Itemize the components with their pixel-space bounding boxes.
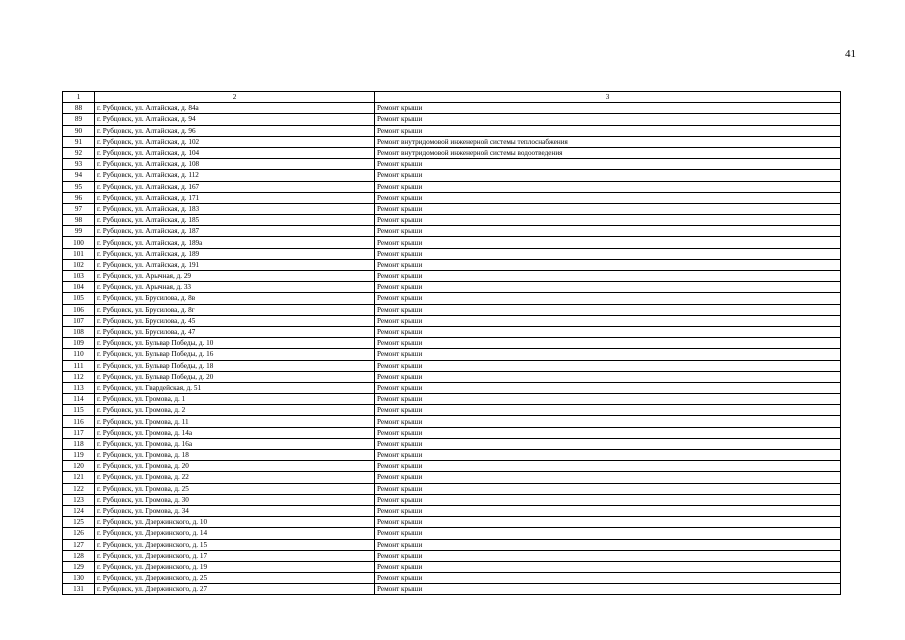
row-number: 117 xyxy=(63,427,95,438)
row-work-type: Ремонт крыши xyxy=(375,315,841,326)
row-address: г. Рубцовск, ул. Арычная, д. 29 xyxy=(95,271,375,282)
row-address: г. Рубцовск, ул. Алтайская, д. 84а xyxy=(95,103,375,114)
row-address: г. Рубцовск, ул. Бульвар Победы, д. 10 xyxy=(95,338,375,349)
row-address: г. Рубцовск, ул. Алтайская, д. 189а xyxy=(95,237,375,248)
row-address: г. Рубцовск, ул. Дзержинского, д. 25 xyxy=(95,573,375,584)
table-row xyxy=(63,192,841,203)
table-row xyxy=(63,517,841,528)
row-work-type: Ремонт крыши xyxy=(375,125,841,136)
row-address: г. Рубцовск, ул. Дзержинского, д. 10 xyxy=(95,517,375,528)
row-address: г. Рубцовск, ул. Громова, д. 2 xyxy=(95,405,375,416)
table-row xyxy=(63,159,841,170)
row-number: 114 xyxy=(63,394,95,405)
row-work-type: Ремонт внутридомовой инженерной системы теплоснабжения xyxy=(375,136,841,147)
row-number: 88 xyxy=(63,103,95,114)
table-body xyxy=(63,103,841,595)
row-work-type: Ремонт крыши xyxy=(375,338,841,349)
row-number: 94 xyxy=(63,170,95,181)
row-work-type: Ремонт крыши xyxy=(375,371,841,382)
row-address: г. Рубцовск, ул. Брусилова, д. 47 xyxy=(95,326,375,337)
row-number: 118 xyxy=(63,438,95,449)
row-work-type: Ремонт крыши xyxy=(375,405,841,416)
table-row xyxy=(63,382,841,393)
row-work-type: Ремонт крыши xyxy=(375,192,841,203)
row-number: 102 xyxy=(63,259,95,270)
table-row xyxy=(63,326,841,337)
table-row xyxy=(63,349,841,360)
row-address: г. Рубцовск, ул. Громова, д. 1 xyxy=(95,394,375,405)
row-work-type: Ремонт крыши xyxy=(375,427,841,438)
row-work-type: Ремонт крыши xyxy=(375,461,841,472)
row-work-type: Ремонт крыши xyxy=(375,573,841,584)
row-work-type: Ремонт внутридомовой инженерной системы водоотведения xyxy=(375,147,841,158)
table-row xyxy=(63,315,841,326)
table-row xyxy=(63,416,841,427)
row-address: г. Рубцовск, ул. Дзержинского, д. 19 xyxy=(95,561,375,572)
page-number: 41 xyxy=(845,48,856,60)
row-address: г. Рубцовск, ул. Алтайская, д. 183 xyxy=(95,203,375,214)
row-work-type: Ремонт крыши xyxy=(375,271,841,282)
row-address: г. Рубцовск, ул. Алтайская, д. 171 xyxy=(95,192,375,203)
row-address: г. Рубцовск, ул. Бульвар Победы, д. 18 xyxy=(95,360,375,371)
works-table xyxy=(62,91,841,595)
row-number: 110 xyxy=(63,349,95,360)
table-row xyxy=(63,461,841,472)
table-row xyxy=(63,282,841,293)
row-number: 123 xyxy=(63,494,95,505)
row-work-type: Ремонт крыши xyxy=(375,382,841,393)
row-work-type: Ремонт крыши xyxy=(375,450,841,461)
table-row xyxy=(63,259,841,270)
row-number: 106 xyxy=(63,304,95,315)
table-row xyxy=(63,472,841,483)
row-address: г. Рубцовск, ул. Арычная, д. 33 xyxy=(95,282,375,293)
row-address: г. Рубцовск, ул. Дзержинского, д. 17 xyxy=(95,550,375,561)
column-header-work-type: 3 xyxy=(375,92,841,103)
table-row xyxy=(63,450,841,461)
row-number: 90 xyxy=(63,125,95,136)
table-row xyxy=(63,505,841,516)
table-row xyxy=(63,561,841,572)
row-work-type: Ремонт крыши xyxy=(375,517,841,528)
row-address: г. Рубцовск, ул. Громова, д. 20 xyxy=(95,461,375,472)
row-address: г. Рубцовск, ул. Алтайская, д. 167 xyxy=(95,181,375,192)
row-number: 93 xyxy=(63,159,95,170)
table-row xyxy=(63,550,841,561)
row-number: 128 xyxy=(63,550,95,561)
table-row xyxy=(63,237,841,248)
table-row xyxy=(63,147,841,158)
row-work-type: Ремонт крыши xyxy=(375,103,841,114)
row-number: 131 xyxy=(63,584,95,595)
row-address: г. Рубцовск, ул. Громова, д. 11 xyxy=(95,416,375,427)
row-work-type: Ремонт крыши xyxy=(375,282,841,293)
row-number: 121 xyxy=(63,472,95,483)
row-number: 95 xyxy=(63,181,95,192)
row-number: 97 xyxy=(63,203,95,214)
row-work-type: Ремонт крыши xyxy=(375,561,841,572)
row-work-type: Ремонт крыши xyxy=(375,226,841,237)
row-number: 92 xyxy=(63,147,95,158)
table-row xyxy=(63,539,841,550)
row-number: 89 xyxy=(63,114,95,125)
row-number: 116 xyxy=(63,416,95,427)
row-address: г. Рубцовск, ул. Громова, д. 14а xyxy=(95,427,375,438)
row-address: г. Рубцовск, ул. Алтайская, д. 187 xyxy=(95,226,375,237)
row-address: г. Рубцовск, ул. Дзержинского, д. 15 xyxy=(95,539,375,550)
row-work-type: Ремонт крыши xyxy=(375,259,841,270)
table-row xyxy=(63,304,841,315)
row-work-type: Ремонт крыши xyxy=(375,293,841,304)
row-number: 115 xyxy=(63,405,95,416)
row-address: г. Рубцовск, ул. Громова, д. 30 xyxy=(95,494,375,505)
row-address: г. Рубцовск, ул. Алтайская, д. 189 xyxy=(95,248,375,259)
row-work-type: Ремонт крыши xyxy=(375,159,841,170)
row-address: г. Рубцовск, ул. Брусилова, д. 8в xyxy=(95,293,375,304)
row-address: г. Рубцовск, ул. Громова, д. 25 xyxy=(95,483,375,494)
table-row xyxy=(63,271,841,282)
row-work-type: Ремонт крыши xyxy=(375,528,841,539)
row-work-type: Ремонт крыши xyxy=(375,326,841,337)
row-work-type: Ремонт крыши xyxy=(375,394,841,405)
table-row xyxy=(63,125,841,136)
table-row xyxy=(63,528,841,539)
table-row xyxy=(63,248,841,259)
table-row xyxy=(63,203,841,214)
row-work-type: Ремонт крыши xyxy=(375,248,841,259)
row-work-type: Ремонт крыши xyxy=(375,181,841,192)
row-work-type: Ремонт крыши xyxy=(375,472,841,483)
row-address: г. Рубцовск, ул. Громова, д. 34 xyxy=(95,505,375,516)
row-work-type: Ремонт крыши xyxy=(375,203,841,214)
row-work-type: Ремонт крыши xyxy=(375,438,841,449)
row-number: 107 xyxy=(63,315,95,326)
row-address: г. Рубцовск, ул. Брусилова, д. 45 xyxy=(95,315,375,326)
row-number: 122 xyxy=(63,483,95,494)
row-work-type: Ремонт крыши xyxy=(375,170,841,181)
row-number: 129 xyxy=(63,561,95,572)
row-number: 103 xyxy=(63,271,95,282)
row-address: г. Рубцовск, ул. Брусилова, д. 8г xyxy=(95,304,375,315)
table-row xyxy=(63,438,841,449)
table-row xyxy=(63,226,841,237)
row-number: 124 xyxy=(63,505,95,516)
row-number: 130 xyxy=(63,573,95,584)
table-row xyxy=(63,573,841,584)
table-row xyxy=(63,215,841,226)
column-header-number: 1 xyxy=(63,92,95,103)
row-address: г. Рубцовск, ул. Громова, д. 22 xyxy=(95,472,375,483)
table-row xyxy=(63,483,841,494)
table-row xyxy=(63,136,841,147)
row-work-type: Ремонт крыши xyxy=(375,304,841,315)
row-number: 99 xyxy=(63,226,95,237)
table-row xyxy=(63,293,841,304)
row-address: г. Рубцовск, ул. Алтайская, д. 96 xyxy=(95,125,375,136)
row-number: 125 xyxy=(63,517,95,528)
row-address: г. Рубцовск, ул. Дзержинского, д. 14 xyxy=(95,528,375,539)
row-address: г. Рубцовск, ул. Алтайская, д. 102 xyxy=(95,136,375,147)
table-row xyxy=(63,371,841,382)
table-row xyxy=(63,584,841,595)
table-row xyxy=(63,103,841,114)
table-row xyxy=(63,170,841,181)
row-number: 98 xyxy=(63,215,95,226)
row-work-type: Ремонт крыши xyxy=(375,114,841,125)
row-address: г. Рубцовск, ул. Алтайская, д. 112 xyxy=(95,170,375,181)
row-work-type: Ремонт крыши xyxy=(375,237,841,248)
table-row xyxy=(63,405,841,416)
row-address: г. Рубцовск, ул. Громова, д. 18 xyxy=(95,450,375,461)
row-number: 108 xyxy=(63,326,95,337)
row-address: г. Рубцовск, ул. Дзержинского, д. 27 xyxy=(95,584,375,595)
row-address: г. Рубцовск, ул. Бульвар Победы, д. 16 xyxy=(95,349,375,360)
row-work-type: Ремонт крыши xyxy=(375,416,841,427)
table-row xyxy=(63,360,841,371)
row-work-type: Ремонт крыши xyxy=(375,584,841,595)
row-work-type: Ремонт крыши xyxy=(375,215,841,226)
table-row xyxy=(63,427,841,438)
row-number: 104 xyxy=(63,282,95,293)
row-number: 120 xyxy=(63,461,95,472)
row-number: 111 xyxy=(63,360,95,371)
table-row xyxy=(63,181,841,192)
table-row xyxy=(63,338,841,349)
table-header-row xyxy=(63,92,841,103)
row-work-type: Ремонт крыши xyxy=(375,349,841,360)
table-row xyxy=(63,494,841,505)
row-number: 126 xyxy=(63,528,95,539)
row-address: г. Рубцовск, ул. Бульвар Победы, д. 20 xyxy=(95,371,375,382)
row-number: 105 xyxy=(63,293,95,304)
table-row xyxy=(63,114,841,125)
row-address: г. Рубцовск, ул. Алтайская, д. 94 xyxy=(95,114,375,125)
row-work-type: Ремонт крыши xyxy=(375,483,841,494)
row-work-type: Ремонт крыши xyxy=(375,494,841,505)
row-number: 113 xyxy=(63,382,95,393)
row-number: 91 xyxy=(63,136,95,147)
row-address: г. Рубцовск, ул. Алтайская, д. 185 xyxy=(95,215,375,226)
row-number: 96 xyxy=(63,192,95,203)
row-address: г. Рубцовск, ул. Алтайская, д. 104 xyxy=(95,147,375,158)
row-work-type: Ремонт крыши xyxy=(375,539,841,550)
column-header-address: 2 xyxy=(95,92,375,103)
row-number: 112 xyxy=(63,371,95,382)
row-address: г. Рубцовск, ул. Громова, д. 16а xyxy=(95,438,375,449)
row-address: г. Рубцовск, ул. Алтайская, д. 191 xyxy=(95,259,375,270)
row-address: г. Рубцовск, ул. Алтайская, д. 108 xyxy=(95,159,375,170)
row-work-type: Ремонт крыши xyxy=(375,360,841,371)
row-number: 101 xyxy=(63,248,95,259)
row-number: 127 xyxy=(63,539,95,550)
row-work-type: Ремонт крыши xyxy=(375,550,841,561)
row-number: 119 xyxy=(63,450,95,461)
row-number: 109 xyxy=(63,338,95,349)
row-work-type: Ремонт крыши xyxy=(375,505,841,516)
row-number: 100 xyxy=(63,237,95,248)
row-address: г. Рубцовск, ул. Гвардейская, д. 51 xyxy=(95,382,375,393)
table-row xyxy=(63,394,841,405)
